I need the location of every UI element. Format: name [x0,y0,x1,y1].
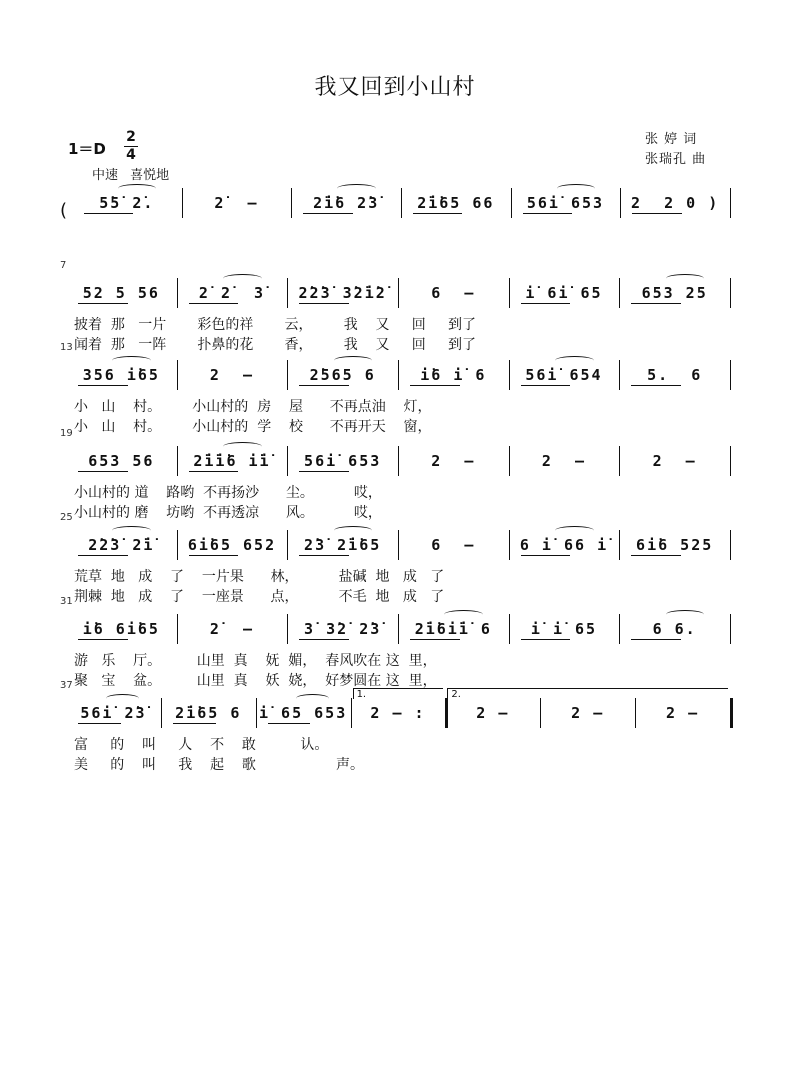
barline [730,698,733,728]
notes-row [60,689,732,726]
lyric-line: 荒草 地 成 了 一片果 林， 盐碱 地 成 了 [74,569,445,585]
barline [177,614,178,644]
measure: 56i̇ 653 [526,194,605,212]
measure-number: 13 [60,342,73,353]
barline [287,614,288,644]
eighth-beam [189,555,239,556]
barline [398,278,399,308]
slur [444,610,483,619]
eighth-beam [631,385,681,386]
intro-open-paren: ( [60,200,68,221]
eighth-beam [410,639,460,640]
barline [177,278,178,308]
measure: 2̇2̇3̇ 2̇i̇ [88,536,155,554]
measure: 2 – [431,452,476,470]
composer-credit: 张瑞孔 曲 [645,152,707,167]
time-signature-top: 2 [126,129,136,145]
lyric-line: 小山村的 磨 坊哟 不再透凉 风。 哎， [74,505,382,521]
barline [401,188,402,218]
lyric-line: 聚 宝 盆。 山里 真 妖 娆， 好梦圆在 这 里， [74,673,437,689]
slur [334,526,373,535]
measure: 5. 6 [647,366,703,384]
notes-row [60,448,732,474]
notes-row [60,616,732,642]
barline [509,278,510,308]
measure-number: 7 [60,260,67,271]
barline [730,614,731,644]
barline [730,188,731,218]
lyric-line: 荆棘 地 成 了 一座景 点， 不毛 地 成 了 [74,589,445,605]
measure: 653 25 [641,284,708,302]
eighth-beam [299,471,349,472]
measure: 6i̇65 652 [187,536,277,554]
measure: 2̇i̇65 66 [417,194,495,212]
barline [619,446,620,476]
measure: 56i̇ 2̇3̇ [80,704,147,722]
lyric-line: 小 山 村。 小山村的 学 校 不再开天 窗， [74,419,432,435]
slur [296,694,329,703]
measure: 6 i̇ 66 i̇ [519,536,609,554]
measure: i̇ 65 653 [259,704,348,722]
measure: 2 – [666,704,700,722]
notes-row [60,190,732,221]
slur [666,610,705,619]
tempo-speed: 中速 [92,168,119,183]
barline [177,530,178,560]
measure: 2̇i̇6i̇i̇ 6 [414,620,492,638]
barline [620,188,621,218]
eighth-beam [84,213,133,214]
barline [177,360,178,390]
barline [509,360,510,390]
eighth-beam [413,213,462,214]
barline [511,188,512,218]
eighth-beam [303,213,352,214]
slur [334,356,373,365]
barline [635,698,636,728]
measure: 653 56 [88,452,155,470]
slur [112,526,151,535]
eighth-beam [299,303,349,304]
measure: 5̇5̇ 2̇. [99,194,155,212]
measure: 2̇i̇6 2̇3̇ [313,194,380,212]
measure: 2 2 0 ) [631,194,720,212]
barline [619,360,620,390]
eighth-beam [523,213,572,214]
eighth-beam [410,385,460,386]
eighth-beam [631,555,681,556]
barline [398,360,399,390]
measure: 2 – : [370,704,426,722]
measure: 2 – [541,452,587,470]
key-signature: 1＝D [68,140,106,158]
measure: 356 i̇65 [82,366,160,384]
notes-row [60,362,732,388]
measure: 6i̇6 525 [636,536,714,554]
eighth-beam [189,303,239,304]
tempo-expression: 喜悦地 [130,168,170,183]
barline [398,446,399,476]
measure: 3̇ 3̇2̇ 2̇3̇ [304,620,382,638]
measure: 2̇565 6 [309,366,376,384]
measure: 2̇ – [214,194,259,212]
barline [509,530,510,560]
lyric-line: 闻着 那 一阵 扑鼻的花 香， 我 又 回 到了 [74,337,477,353]
eighth-beam [78,385,128,386]
measure: 2 – [476,704,510,722]
measure: 2 – [571,704,605,722]
measure: i̇ i̇ 65 [530,620,598,638]
eighth-beam [78,723,121,724]
measure: 56i̇ 653 [304,452,382,470]
eighth-beam [189,471,239,472]
eighth-beam [631,303,681,304]
lyric-line: 披着 那 一片 彩色的祥 云， 我 又 回 到了 [74,317,477,333]
eighth-beam [631,639,681,640]
barline [256,698,257,728]
lyricist-credit: 张 婷 词 [645,132,698,147]
barline [398,530,399,560]
eighth-beam [78,555,128,556]
barline [730,446,731,476]
measure-number: 19 [60,428,73,439]
slur [555,356,594,365]
measure-number: 37 [60,680,73,691]
slur [106,694,139,703]
barline [287,360,288,390]
measure: 2 – [209,366,255,384]
barline [509,614,510,644]
eighth-beam [521,385,571,386]
eighth-beam [521,639,571,640]
barline [287,278,288,308]
barline [730,278,731,308]
measure: i̇ 6i̇ 65 [525,284,603,302]
measure: 2 – [652,452,697,470]
measure: 6 6. [652,620,697,638]
eighth-beam [78,471,128,472]
measure: 52 5 56 [82,284,160,302]
eighth-beam [299,385,349,386]
barline [619,278,620,308]
measure-number: 31 [60,596,73,607]
song-title: 我又回到小山村 [314,75,476,100]
barline [182,188,183,218]
lyric-line: 小山村的 道 路哟 不再扬沙 尘。 哎， [74,485,382,501]
eighth-beam [632,213,681,214]
measure: 6 – [431,536,476,554]
slur [337,184,375,193]
barline [351,698,352,728]
eighth-beam [521,555,571,556]
volta-first-ending: 1. [353,688,444,699]
slur [555,526,594,535]
eighth-beam [78,639,128,640]
measure: i̇6 6i̇65 [82,620,160,638]
notes-row [60,280,732,306]
tempo-marking [92,164,177,183]
time-signature [124,130,138,163]
slur [223,274,262,283]
measure: 2̇ – [209,620,255,638]
barline [177,446,178,476]
volta-second-ending: 2. [447,688,728,699]
measure: 2̇i̇65 6 [175,704,242,722]
eighth-beam [268,723,311,724]
notes-row [60,532,732,558]
time-signature-bottom: 4 [126,147,136,163]
barline [287,446,288,476]
barline [730,360,731,390]
slur [112,356,151,365]
measure: 56i̇ 654 [525,366,603,384]
barline [291,188,292,218]
measure-number: 25 [60,512,73,523]
eighth-beam [78,303,128,304]
barline [619,530,620,560]
lyric-line: 美 的 叫 我 起 歌 声。 [74,757,365,773]
barline [161,698,162,728]
barline [730,530,731,560]
lyric-line: 富 的 叫 人 不 敢 认。 [74,737,329,753]
barline [540,698,541,728]
barline [398,614,399,644]
measure: 6 – [431,284,476,302]
barline [287,530,288,560]
measure: 2̇i̇i̇6 i̇i̇ [193,452,271,470]
slur [557,184,595,193]
eighth-beam [521,303,571,304]
slur [223,442,262,451]
eighth-beam [299,555,349,556]
slur [118,184,156,193]
measure: 2̇ 2̇ 3̇ [198,284,266,302]
lyric-line: 游 乐 厅。 山里 真 妩 媚， 春风吹在 这 里， [74,653,437,669]
slur [666,274,705,283]
barline [509,446,510,476]
measure: i̇6 i̇ 6 [420,366,487,384]
measure: 2̇3̇ 2̇i̇65 [304,536,382,554]
eighth-beam [173,723,216,724]
measure: 2̇2̇3̇ 3̇2̇i̇2̇ [298,284,387,302]
eighth-beam [299,639,349,640]
lyric-line: 小 山 村。 小山村的 房 屋 不再点油 灯， [74,399,432,415]
barline [619,614,620,644]
